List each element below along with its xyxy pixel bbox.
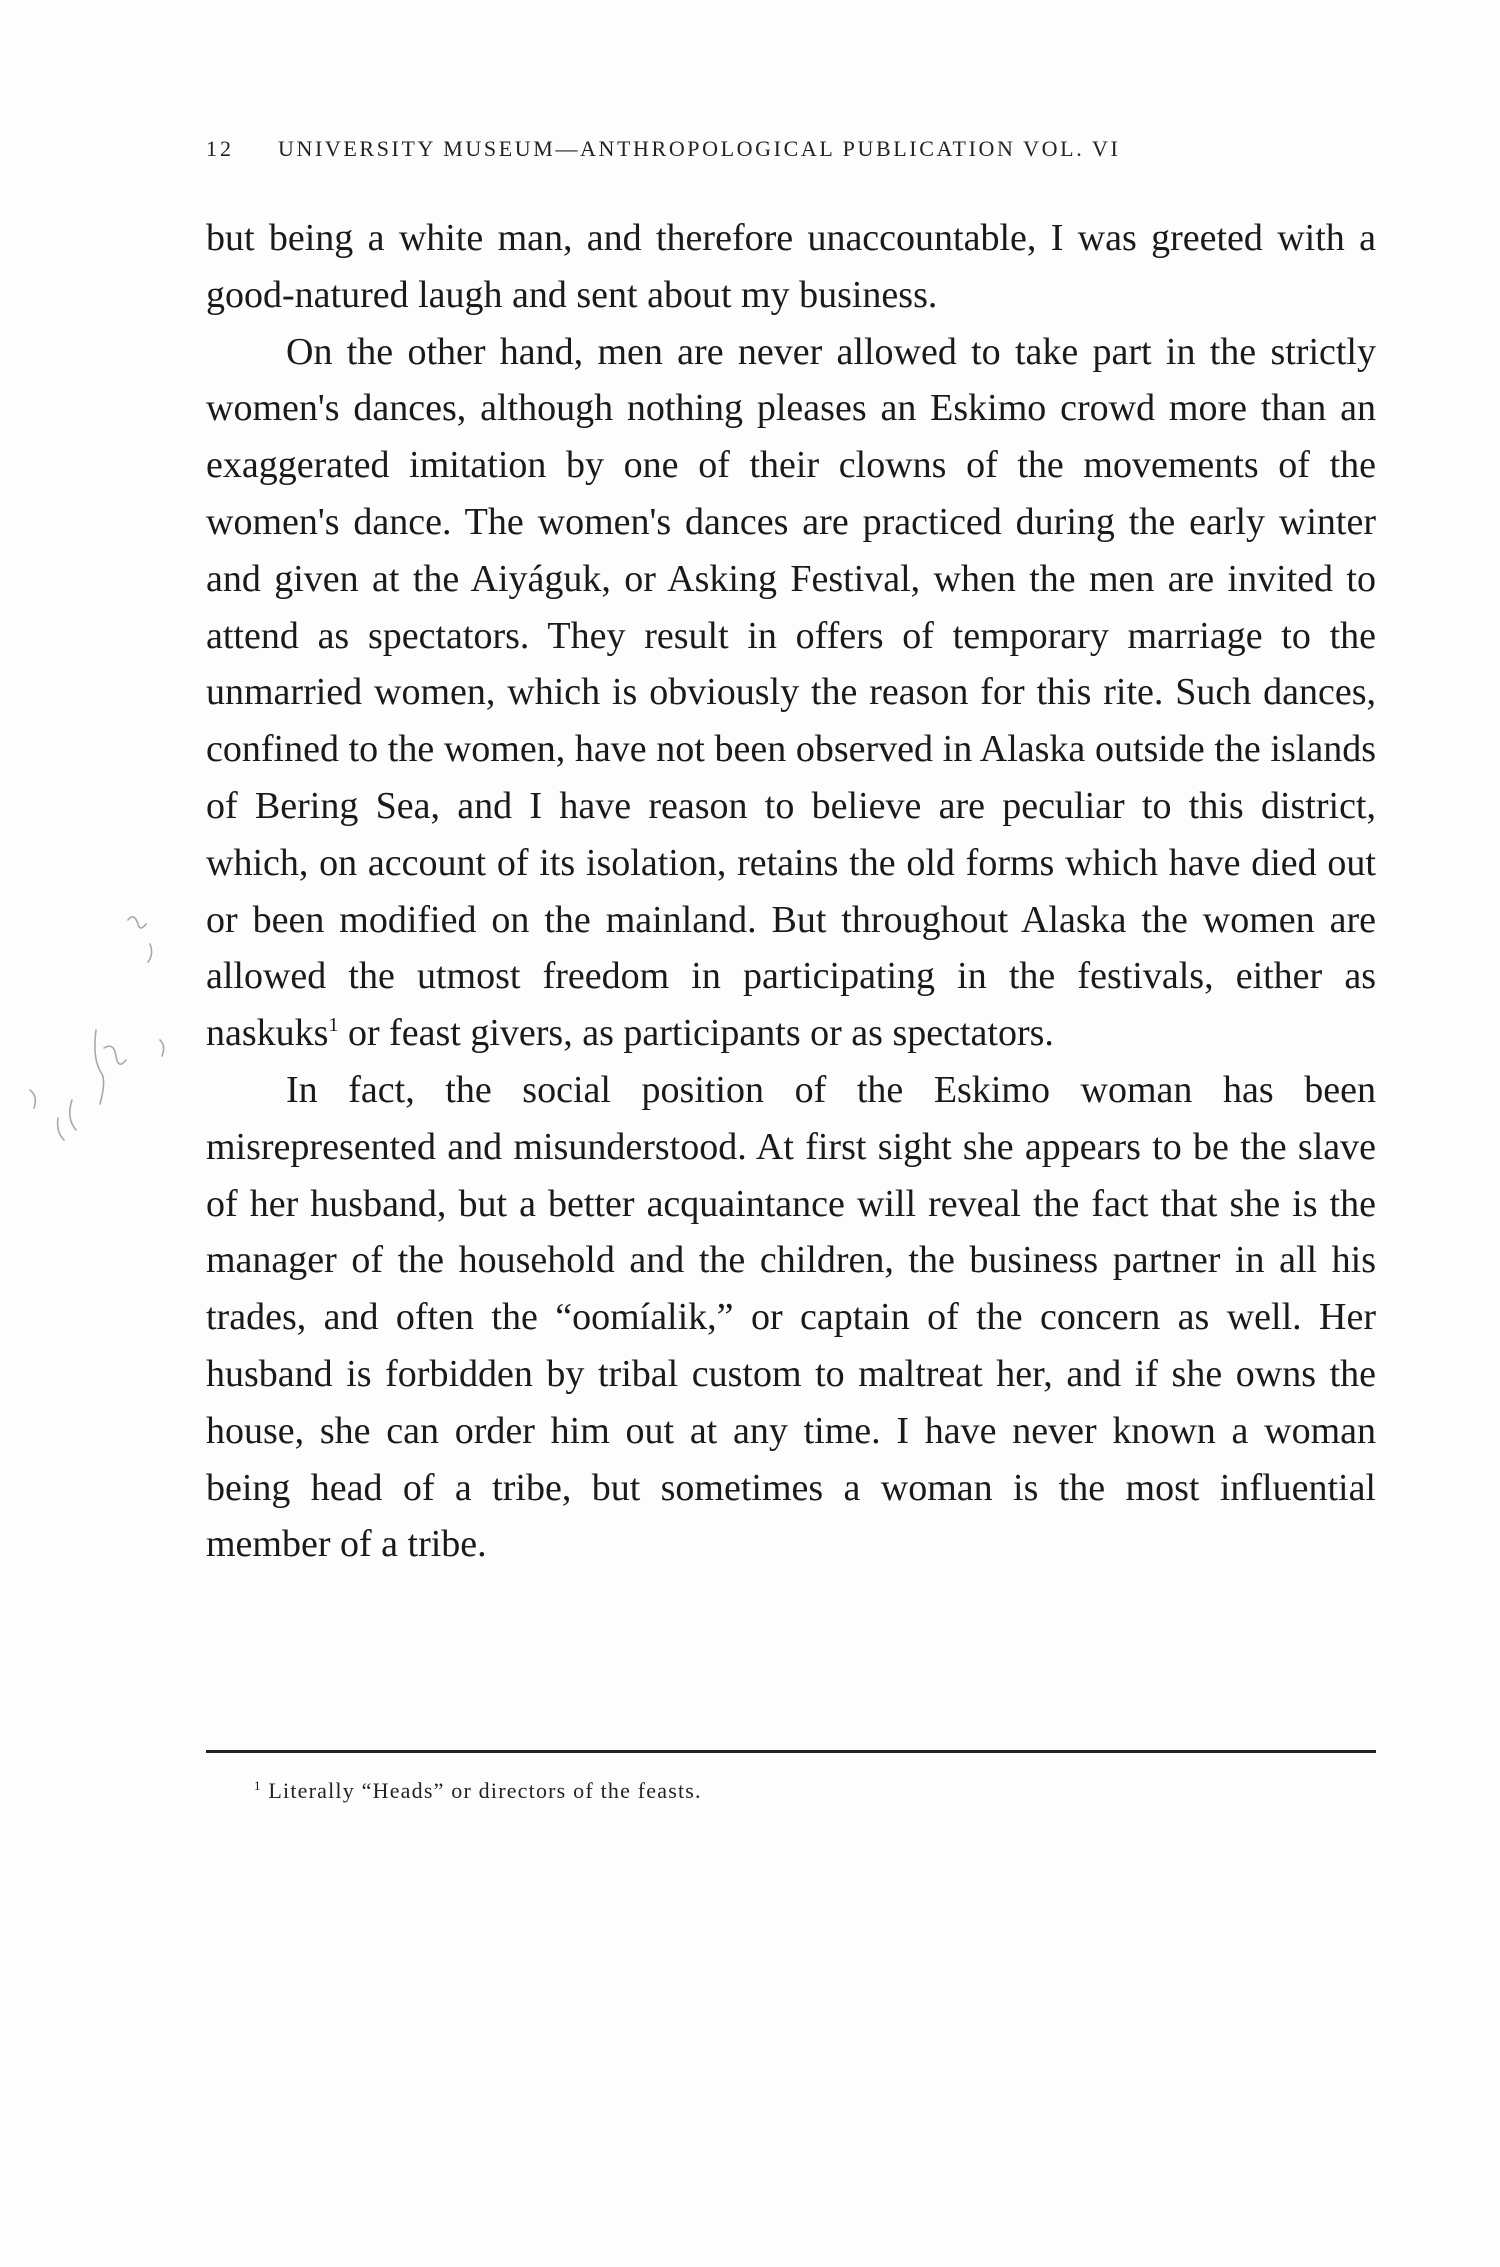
paragraph-3: In fact, the social position of the Eskimo woman has been misrepresented and misunderstood. At first sight she appears to be the slave of her husband, but a better acquaintance will reveal the fact that she is the manager of the household and the children, the business partner in all his trades, and often the “oomíalik,” or captain of the concern as well. Her husband is forbidden by tribal custom to maltreat her, and if she owns the house, she can order him out at any time. I have never known a woman being head of a tribe, but sometimes a woman is the most influential member of a tribe. bbox=[206, 1068, 1376, 1566]
footnote-marker: 1 bbox=[254, 1778, 262, 1793]
footnote-text: Literally “Heads” or directors of the feasts. bbox=[261, 1778, 702, 1803]
page-number: 12 bbox=[206, 136, 234, 161]
paragraph-2-tail: or feast givers, as participants or as spectators. bbox=[338, 1012, 1054, 1055]
footnote-rule bbox=[206, 1750, 1376, 1753]
running-head-title: UNIVERSITY MUSEUM—ANTHROPOLOGICAL PUBLICATION VOL. VI bbox=[278, 136, 1121, 161]
paragraph-2 bbox=[206, 324, 1376, 1062]
body-text bbox=[206, 210, 1376, 1573]
footnote bbox=[254, 1778, 1354, 1804]
paragraph-2-text: On the other hand, men are never allowed to take part in the strictly women's dances, although nothing pleases an Eskimo crowd more than an exaggerated imitation by one of their clowns of the movements of the women's dance. The women's dances are practiced during the early winter and given at the Aiyáguk, or Asking Festival, when the men are invited to attend as spectators. They result in offers of temporary marriage to the unmarried women, which is obviously the reason for this rite. Such dances, confined to the women, have not been observed in Alaska outside the islands of Bering Sea, and I have reason to believe are peculiar to this district, which, on account of its isolation, retains the old forms which have died out or been modified on the mainland. But throughout Alaska the women are allowed the utmost freedom in participating in the festivals, either as naskuks bbox=[206, 330, 1376, 1055]
footnote-reference: 1 bbox=[328, 1014, 339, 1037]
marginal-pencil-marks bbox=[0, 880, 210, 1180]
running-head bbox=[206, 136, 1374, 162]
paragraph-1: but being a white man, and therefore unaccountable, I was greeted with a good-natured laugh and sent about my business. bbox=[206, 217, 1376, 316]
